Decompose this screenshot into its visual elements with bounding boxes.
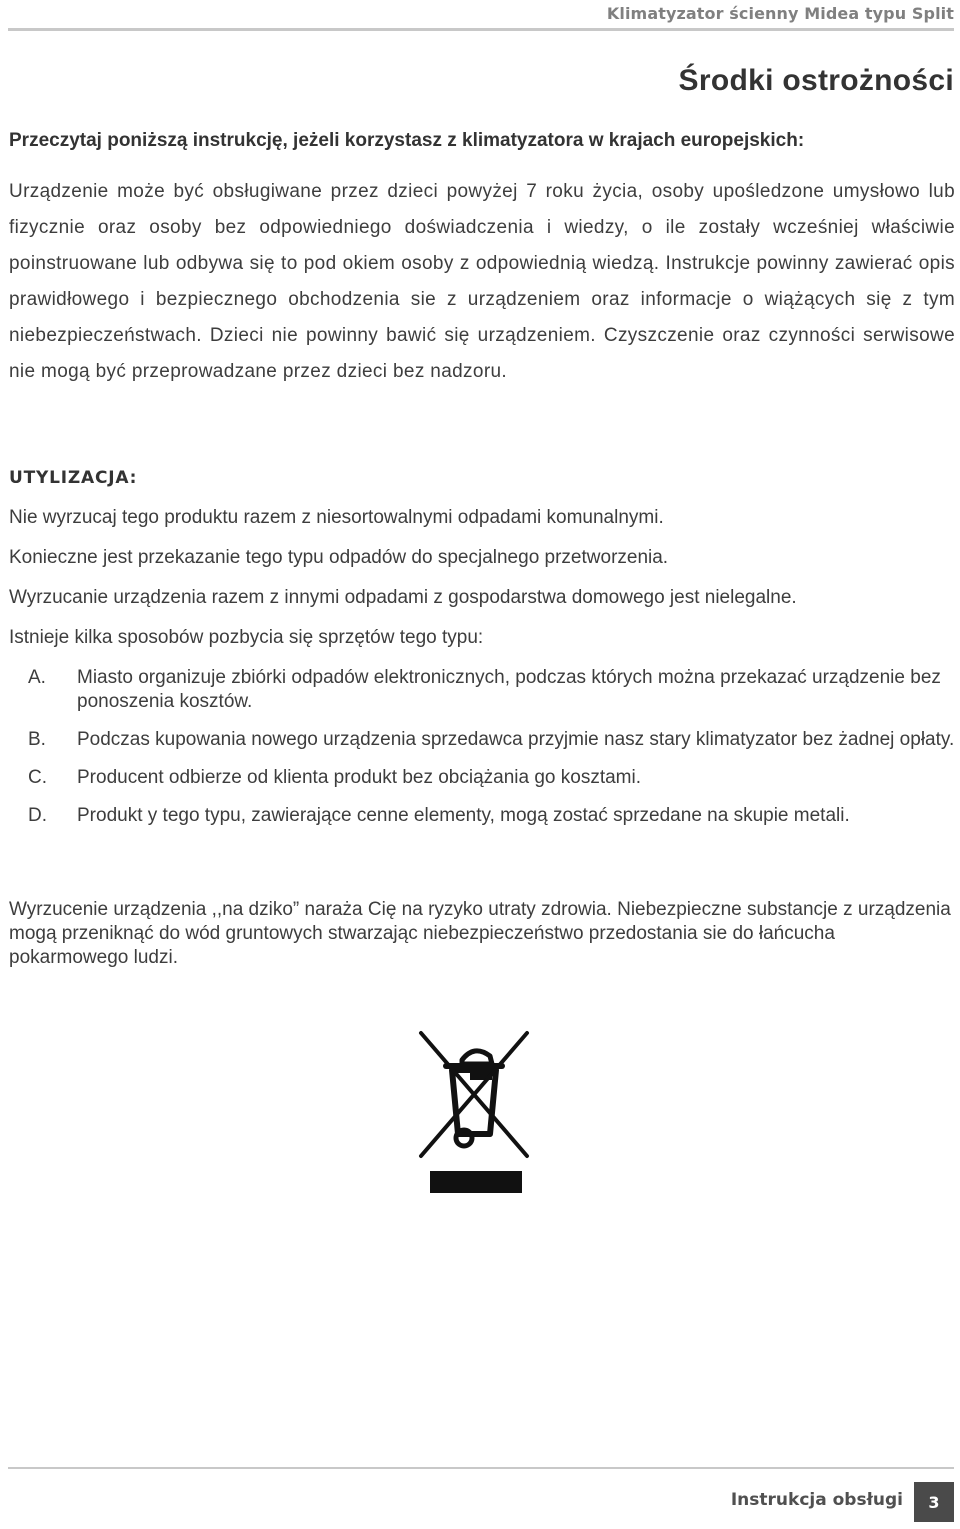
list-marker: D. (28, 805, 47, 826)
list-marker: C. (28, 767, 47, 788)
disposal-heading: UTYLIZACJA: (9, 468, 138, 488)
list-marker: A. (28, 667, 46, 688)
list-item (9, 766, 955, 790)
footer-divider (8, 1467, 954, 1469)
list-item-text: Producent odbierze od klienta produkt bez obciążania go kosztami. (77, 767, 642, 788)
list-item (9, 666, 955, 714)
disposal-section (9, 506, 955, 842)
disposal-options-list (9, 666, 955, 828)
disposal-line: Nie wyrzucaj tego produktu razem z niesortowalnymi odpadami komunalnymi. (9, 507, 664, 528)
disposal-line: Istnieje kilka sposobów pozbycia się sprzętów tego typu: (9, 627, 484, 648)
list-item-text: Podczas kupowania nowego urządzenia sprzedawca przyjmie nasz stary klimatyzator bez żadnej opłaty. (77, 729, 955, 750)
footer-label: Instrukcja obsługi (730, 1490, 903, 1510)
crossed-out-wheelie-bin-icon (418, 1030, 530, 1194)
document-header-title: Klimatyzator ścienny Midea typu Split (606, 4, 954, 23)
list-item (9, 728, 955, 752)
page-number: 3 (914, 1482, 954, 1522)
disposal-warning: Wyrzucenie urządzenia ,,na dziko” naraża Cię na ryzyko utraty zdrowia. Niebezpieczne substancje z urządzenia mogą przeniknąć do wód gruntowych stwarzając niebezpieczeństwo przedostania sie do łańcucha pokarmowego ludzi. (9, 899, 951, 968)
list-item-text: Produkt y tego typu, zawierające cenne elementy, mogą zostać sprzedane na skupie metali. (77, 805, 850, 826)
section-title: Środki ostrożności (678, 64, 954, 97)
disposal-line: Konieczne jest przekazanie tego typu odpadów do specjalnego przetworzenia. (9, 547, 669, 568)
safety-paragraph: Urządzenie może być obsługiwane przez dzieci powyżej 7 roku życia, osoby upośledzone umysłowo lub fizycznie oraz osoby bez odpowiedniego doświadczenia i wiedzy, o ile zostały wcześniej właściwie poinstruowane lub odbywa się to pod okiem osoby z odpowiednią wiedzą. Instrukcje powinny zawierać opis prawidłowego i bezpiecznego obchodzenia sie z urządzeniem oraz informacje o wiążących się z tym niebezpieczeństwach. Dzieci nie powinny bawić się urządzeniem. Czyszczenie oraz czynności serwisowe nie mogą być przeprowadzane przez dzieci bez nadzoru. (9, 181, 955, 382)
header-divider (8, 28, 954, 31)
list-item (9, 804, 955, 828)
list-item-text: Miasto organizuje zbiórki odpadów elektronicznych, podczas których można przekazać urządzenie bez ponoszenia kosztów. (77, 667, 941, 712)
safety-subtitle: Przeczytaj poniższą instrukcję, jeżeli korzystasz z klimatyzatora w krajach europejskich: (9, 130, 805, 151)
list-marker: B. (28, 729, 46, 750)
disposal-line: Wyrzucanie urządzenia razem z innymi odpadami z gospodarstwa domowego jest nielegalne. (9, 587, 797, 608)
